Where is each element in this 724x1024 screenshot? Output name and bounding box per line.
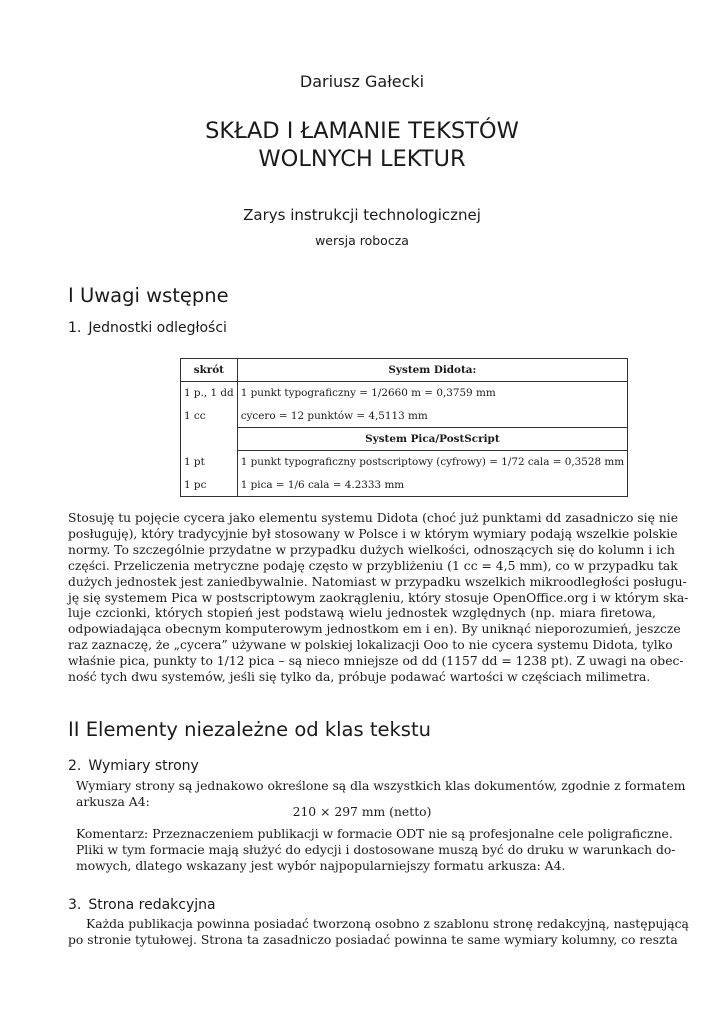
subsection-1-number: 1.: [68, 320, 82, 336]
subsection-2-label: Wymiary strony: [88, 758, 199, 774]
subsection-2-heading: [68, 758, 199, 774]
paragraph-line: Komentarz: Przeznaczeniem publikacji w formacie ODT nie są profesjonalne cele poligraficzne.: [76, 827, 673, 841]
title-line-1: SKŁAD I ŁAMANIE TEKSTÓW: [205, 118, 519, 144]
subsection-3-label: Strona redakcyjna: [88, 897, 216, 913]
units-explanation-paragraph: [68, 511, 689, 686]
paragraph-line: części. Przeliczenia metryczne podaję często w przybliżeniu (1 cc = 4,5 mm), co w przypadku tak: [68, 558, 678, 573]
paragraph-line: Stosuję tu pojęcie cycera jako elementu systemu Didota (choć już punktami dd zasadniczo się nie: [68, 511, 679, 525]
document-subtitle: Zarys instrukcji technologicznej: [243, 206, 481, 224]
table-row: [181, 474, 628, 497]
table-row: [181, 451, 628, 474]
paragraph-line: raz zaznaczę, że „cycera” używane w polskiej lokalizacji Ooo to nie cycera systemu Didota, tylko: [68, 638, 673, 653]
paragraph-line: Każda publikacja powinna posiadać tworzoną osobno z szablonu stronę redakcyjną, następującą: [86, 917, 689, 931]
paragraph-line: właśnie pica, punkty to 1/12 pica – są nieco mniejsze od dd (1157 dd = 1238 pt). Z uwagi na obec-: [68, 654, 684, 669]
paragraph-line: odpowiadająca obecnym komputerowym jednostkom em i en). By uniknąć nieporozumień, jeszcze: [68, 622, 681, 637]
subsection-1-heading: [68, 320, 227, 336]
table-cell-value: cycero = 12 punktów = 4,5113 mm: [237, 405, 627, 428]
table-header-didot: System Didota:: [237, 359, 627, 382]
paragraph-line: po stronie tytułowej. Strona ta zasadniczo posiadać powinna te same wymiary kolumny, co reszta: [68, 932, 678, 947]
section-2-heading: II Elementy niezależne od klas tekstu: [68, 718, 431, 741]
subsection-3-number: 3.: [68, 897, 82, 913]
page-size-formula: 210 × 297 mm (netto): [292, 805, 432, 819]
paragraph-line: posługuję), który tradycyjnie był stosowany w Polsce i w którym wymiary podają wszelkie polskie: [68, 526, 678, 541]
author-name: Dariusz Gałecki: [299, 72, 425, 91]
subsection-1-label: Jednostki odległości: [88, 320, 227, 336]
table-row: [181, 405, 628, 428]
paragraph-line: normy. To szczególnie przydatne w przypadku dużych wielkości, odnoszących się do kolumn i ich: [68, 542, 675, 557]
table-header-pica: System Pica/PostScript: [237, 428, 627, 451]
table-header-abbr: skrót: [181, 359, 238, 382]
comment-paragraph: [76, 827, 676, 875]
paragraph-line: ję się systemem Pica w postscriptowym zaokrągleniu, który stosuje OpenOffice.org i w którym ska-: [68, 590, 689, 605]
table-cell-abbr: 1 p., 1 dd: [181, 382, 238, 405]
table-cell-value: 1 punkt typograficzny postscriptowy (cyfrowy) = 1/72 cala = 0,3528 mm: [237, 451, 627, 474]
paragraph-line: ność tych dwu systemów, jeśli się tylko da, próbuje podawać wartości w częściach milimetra.: [68, 670, 651, 685]
table-cell-abbr: 1 pc: [181, 474, 238, 497]
table-row: [181, 382, 628, 405]
section-1-heading: I Uwagi wstępne: [68, 284, 229, 307]
paragraph-line: luje czcionki, których stopień jest podstawą wielu jednostek względnych (np. miara firetowa,: [68, 606, 656, 621]
table-cell-value: 1 pica = 1/6 cala = 4.2333 mm: [237, 474, 627, 497]
document-version: wersja robocza: [315, 233, 409, 248]
subsection-3-heading: [68, 897, 216, 913]
table-cell-value: 1 punkt typograficzny = 1/2660 m = 0,3759 mm: [237, 382, 627, 405]
paragraph-line: dużych jednostek jest zaniedbywalnie. Natomiast w przypadku wszelkich mikroodległości posługu-: [68, 574, 687, 589]
document-title: [0, 117, 724, 173]
units-table: [180, 358, 628, 497]
title-line-2: WOLNYCH LEKTUR: [258, 146, 466, 172]
paragraph-line: Wymiary strony są jednakowo określone są dla wszystkich klas dokumentów, zgodnie z formatem: [76, 779, 686, 793]
table-cell-empty: [181, 428, 238, 451]
editorial-page-paragraph: [68, 917, 689, 949]
paragraph-line: Pliki w tym formacie mają służyć do edycji i dostosowane muszą być do druku w warunkach do-: [76, 842, 676, 857]
table-cell-abbr: 1 cc: [181, 405, 238, 428]
table-row: [181, 428, 628, 451]
table-cell-abbr: 1 pt: [181, 451, 238, 474]
paragraph-line: mowych, dlatego wskazany jest wybór najpopularniejszy formatu arkusza: A4.: [76, 858, 566, 873]
subsection-2-number: 2.: [68, 758, 82, 774]
paragraph-line: arkusza A4:: [76, 794, 150, 809]
